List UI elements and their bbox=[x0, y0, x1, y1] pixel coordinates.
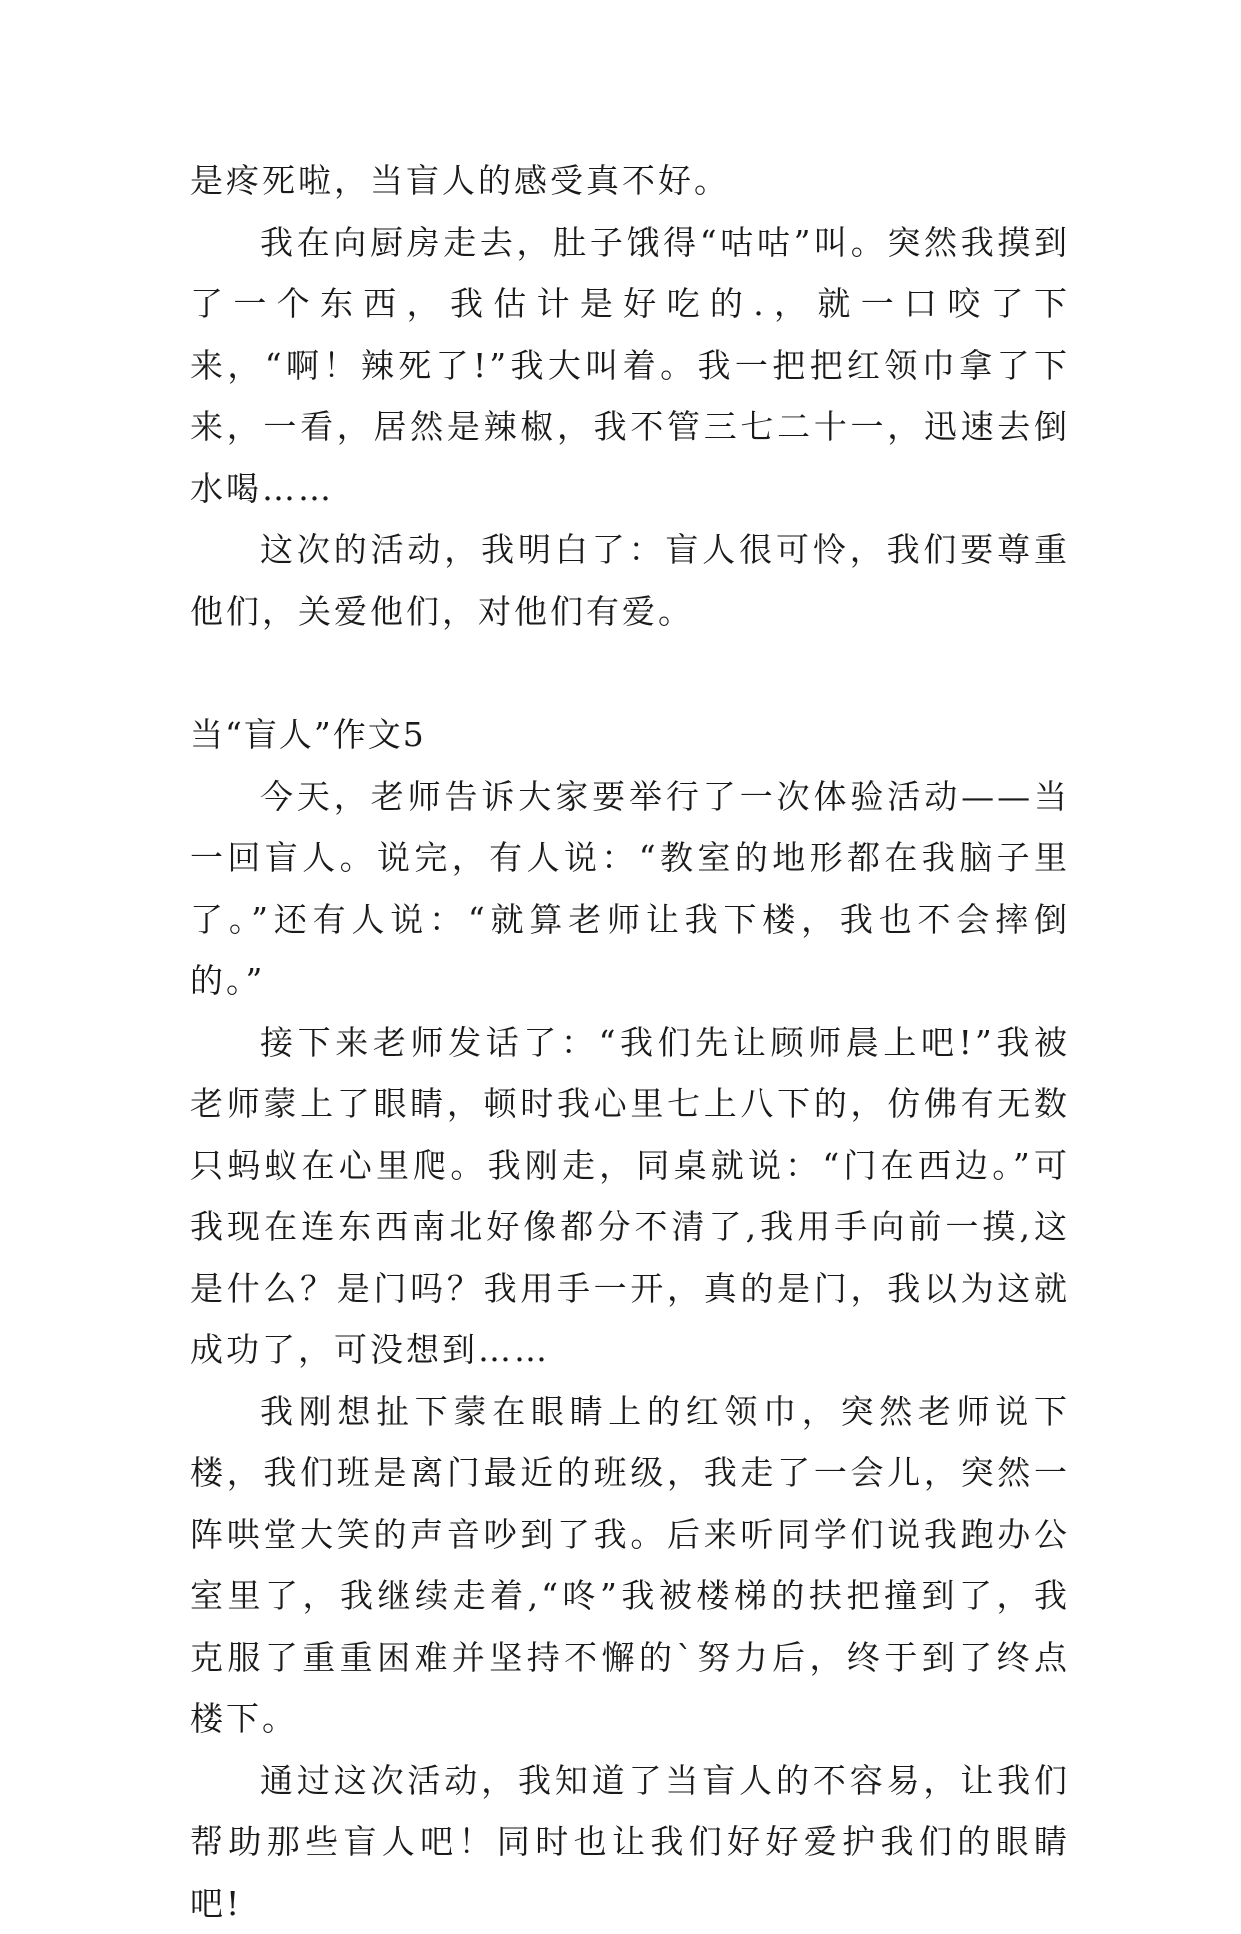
paragraph: 我在向厨房走去，肚子饿得“咕咕”叫。突然我摸到了一个东西，我估计是好吃的.，就一口咬了下来，“啊！辣死了!”我大叫着。我一把把红领巾拿了下来，一看，居然是辣椒，我不管三七二十一，迅速去倒水喝…… bbox=[190, 212, 1070, 520]
paragraph: 是疼死啦，当盲人的感受真不好。 bbox=[190, 150, 1070, 212]
section-spacer bbox=[190, 642, 1070, 704]
paragraph: 通过这次活动，我知道了当盲人的不容易，让我们帮助那些盲人吧！同时也让我们好好爱护我们的眼睛吧! bbox=[190, 1750, 1070, 1934]
paragraph: 我刚想扯下蒙在眼睛上的红领巾，突然老师说下楼，我们班是离门最近的班级，我走了一会儿，突然一阵哄堂大笑的声音吵到了我。后来听同学们说我跑办公室里了，我继续走着,“咚”我被楼梯的扶把撞到了，我克服了重重困难并坚持不懈的`努力后，终于到了终点楼下。 bbox=[190, 1381, 1070, 1750]
document-body bbox=[190, 150, 1070, 1934]
paragraph: 接下来老师发话了：“我们先让顾师晨上吧!”我被老师蒙上了眼睛，顿时我心里七上八下的，仿佛有无数只蚂蚁在心里爬。我刚走，同桌就说：“门在西边。”可我现在连东西南北好像都分不清了,我用手向前一摸,这是什么？是门吗？我用手一开，真的是门，我以为这就成功了，可没想到…… bbox=[190, 1012, 1070, 1381]
paragraph: 今天，老师告诉大家要举行了一次体验活动——当一回盲人。说完，有人说：“教室的地形都在我脑子里了。”还有人说：“就算老师让我下楼，我也不会摔倒的。” bbox=[190, 766, 1070, 1012]
paragraph: 这次的活动，我明白了：盲人很可怜，我们要尊重他们，关爱他们，对他们有爱。 bbox=[190, 519, 1070, 642]
essay-title: 当“盲人”作文5 bbox=[190, 704, 1070, 766]
